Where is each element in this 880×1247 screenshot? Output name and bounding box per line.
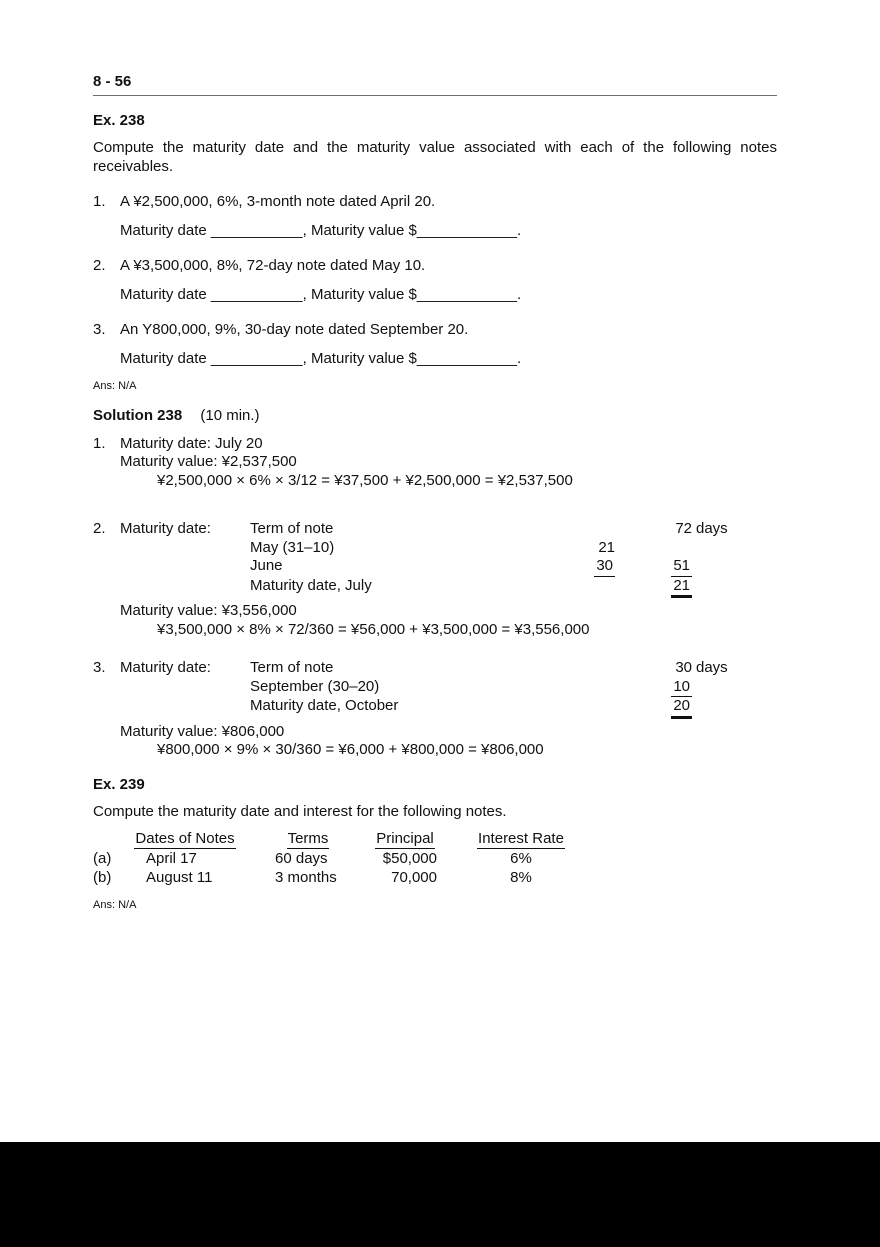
cell-rate: 6% (510, 849, 532, 867)
row-col1: 21 (598, 538, 615, 556)
column-gap (237, 849, 275, 868)
ex238-item-3 (93, 321, 777, 340)
row-col1 (555, 678, 615, 698)
formula-line: ¥3,500,000 × 8% × 72/360 = ¥56,000 + ¥3,500,000 = ¥3,556,000 (157, 620, 590, 638)
row-unit (692, 557, 732, 577)
maturity-value-line: Maturity value: ¥806,000 (120, 722, 285, 740)
column-header-terms: Terms (287, 829, 329, 847)
ex238-item-1-blank: Maturity date ___________, Maturity value $____________. (120, 221, 522, 239)
item-text: A ¥3,500,000, 8%, 72-day note dated May 10. (120, 257, 426, 274)
row-col2 (615, 539, 692, 558)
row-unit: days (696, 659, 728, 676)
ex239-answer-note: Ans: N/A (93, 898, 137, 911)
cell-date: April 17 (146, 849, 197, 867)
row-col2: 20 (615, 697, 692, 717)
column-gap (341, 849, 373, 868)
footer-black-bar (0, 1142, 880, 1247)
item-number: 1. (93, 434, 106, 452)
solution238-item-3 (93, 659, 777, 760)
cell-rate: 8% (510, 868, 532, 886)
maturity-date-label: Maturity date: (120, 520, 211, 537)
item-number: 2. (93, 520, 106, 537)
row-unit (692, 678, 732, 698)
row-col2: 21 (615, 577, 692, 597)
row-label: June (250, 557, 283, 574)
item-number: 3. (93, 321, 106, 338)
day-count-table (250, 520, 732, 596)
ex238-item-3-blank: Maturity date ___________, Maturity value $____________. (120, 349, 522, 367)
formula-line: ¥2,500,000 × 6% × 3/12 = ¥37,500 + ¥2,500,000 = ¥2,537,500 (157, 471, 573, 489)
day-count-table (250, 659, 732, 717)
column-gap (341, 868, 373, 887)
row-unit: days (696, 520, 728, 537)
row-col2: 51 (615, 557, 692, 577)
maturity-value-line: Maturity value: ¥2,537,500 (120, 453, 297, 470)
row-col2: 10 (615, 678, 692, 698)
column-gap (437, 849, 477, 868)
row-id: (a) (93, 849, 112, 867)
cell-term: 60 days (275, 849, 328, 867)
item-number: 1. (93, 193, 106, 210)
row-unit (692, 577, 732, 597)
row-label: Term of note (250, 520, 334, 537)
solution238-heading (93, 407, 777, 426)
row-col1: 30 (555, 557, 615, 577)
item-number: 3. (93, 659, 106, 676)
solution238-item-1 (93, 435, 777, 491)
ex239-notes-table (93, 829, 777, 887)
cell-term: 3 months (275, 868, 337, 886)
maturity-value-line: Maturity value: ¥3,556,000 (120, 602, 297, 619)
row-label: Maturity date, July (250, 576, 372, 594)
row-col1 (555, 697, 615, 717)
maturity-date-line: Maturity date: July 20 (120, 434, 263, 452)
row-unit (692, 697, 732, 717)
column-gap (437, 829, 477, 849)
item-number: 2. (93, 257, 106, 274)
ex238-title: Ex. 238 (93, 111, 145, 129)
row-col2: 72 (675, 520, 692, 537)
row-label: Maturity date, October (250, 697, 399, 714)
ex239-title: Ex. 239 (93, 775, 145, 793)
solution238-title: Solution 238 (93, 407, 183, 424)
ex238-answer-note: Ans: N/A (93, 380, 137, 392)
ex238-item-2 (93, 257, 777, 276)
row-col1 (555, 659, 615, 678)
header-rule (93, 95, 777, 96)
row-col1 (555, 520, 615, 539)
ex239-intro: Compute the maturity date and interest for the following notes. (93, 803, 507, 820)
column-header-dates: Dates of Notes (135, 829, 235, 847)
column-header-principal: Principal (376, 829, 434, 847)
column-gap (237, 868, 275, 887)
row-label: September (30–20) (250, 677, 380, 695)
header-spacer (93, 829, 133, 849)
row-col2: 30 (675, 659, 692, 676)
page-number-header: 8 - 56 (93, 73, 132, 90)
ex238-item-1 (93, 193, 777, 212)
solution238-time: (10 min.) (200, 407, 260, 424)
cell-principal: 70,000 (391, 868, 437, 886)
column-gap (341, 829, 373, 849)
row-unit (692, 539, 732, 558)
solution238-item-2 (93, 520, 777, 639)
column-gap (237, 829, 275, 849)
row-label: Term of note (250, 659, 334, 676)
cell-date: August 11 (146, 868, 213, 886)
item-text: An Y800,000, 9%, 30-day note dated September 20. (120, 321, 469, 338)
day-count-block (120, 659, 777, 717)
ex238-intro: Compute the maturity date and the maturity value associated with each of the following notes receivables. (93, 139, 777, 175)
ex238-item-2-blank: Maturity date ___________, Maturity value $____________. (120, 285, 522, 303)
row-id: (b) (93, 868, 112, 886)
formula-line: ¥800,000 × 9% × 30/360 = ¥6,000 + ¥800,000 = ¥806,000 (157, 741, 544, 758)
column-header-interest-rate: Interest Rate (478, 829, 564, 847)
maturity-date-label: Maturity date: (120, 659, 211, 676)
item-text: A ¥2,500,000, 6%, 3-month note dated April 20. (120, 193, 436, 210)
row-col1 (555, 577, 615, 597)
day-count-block (120, 520, 777, 596)
cell-principal: $50,000 (382, 849, 437, 867)
column-gap (437, 868, 477, 887)
row-label: May (31–10) (250, 538, 335, 556)
